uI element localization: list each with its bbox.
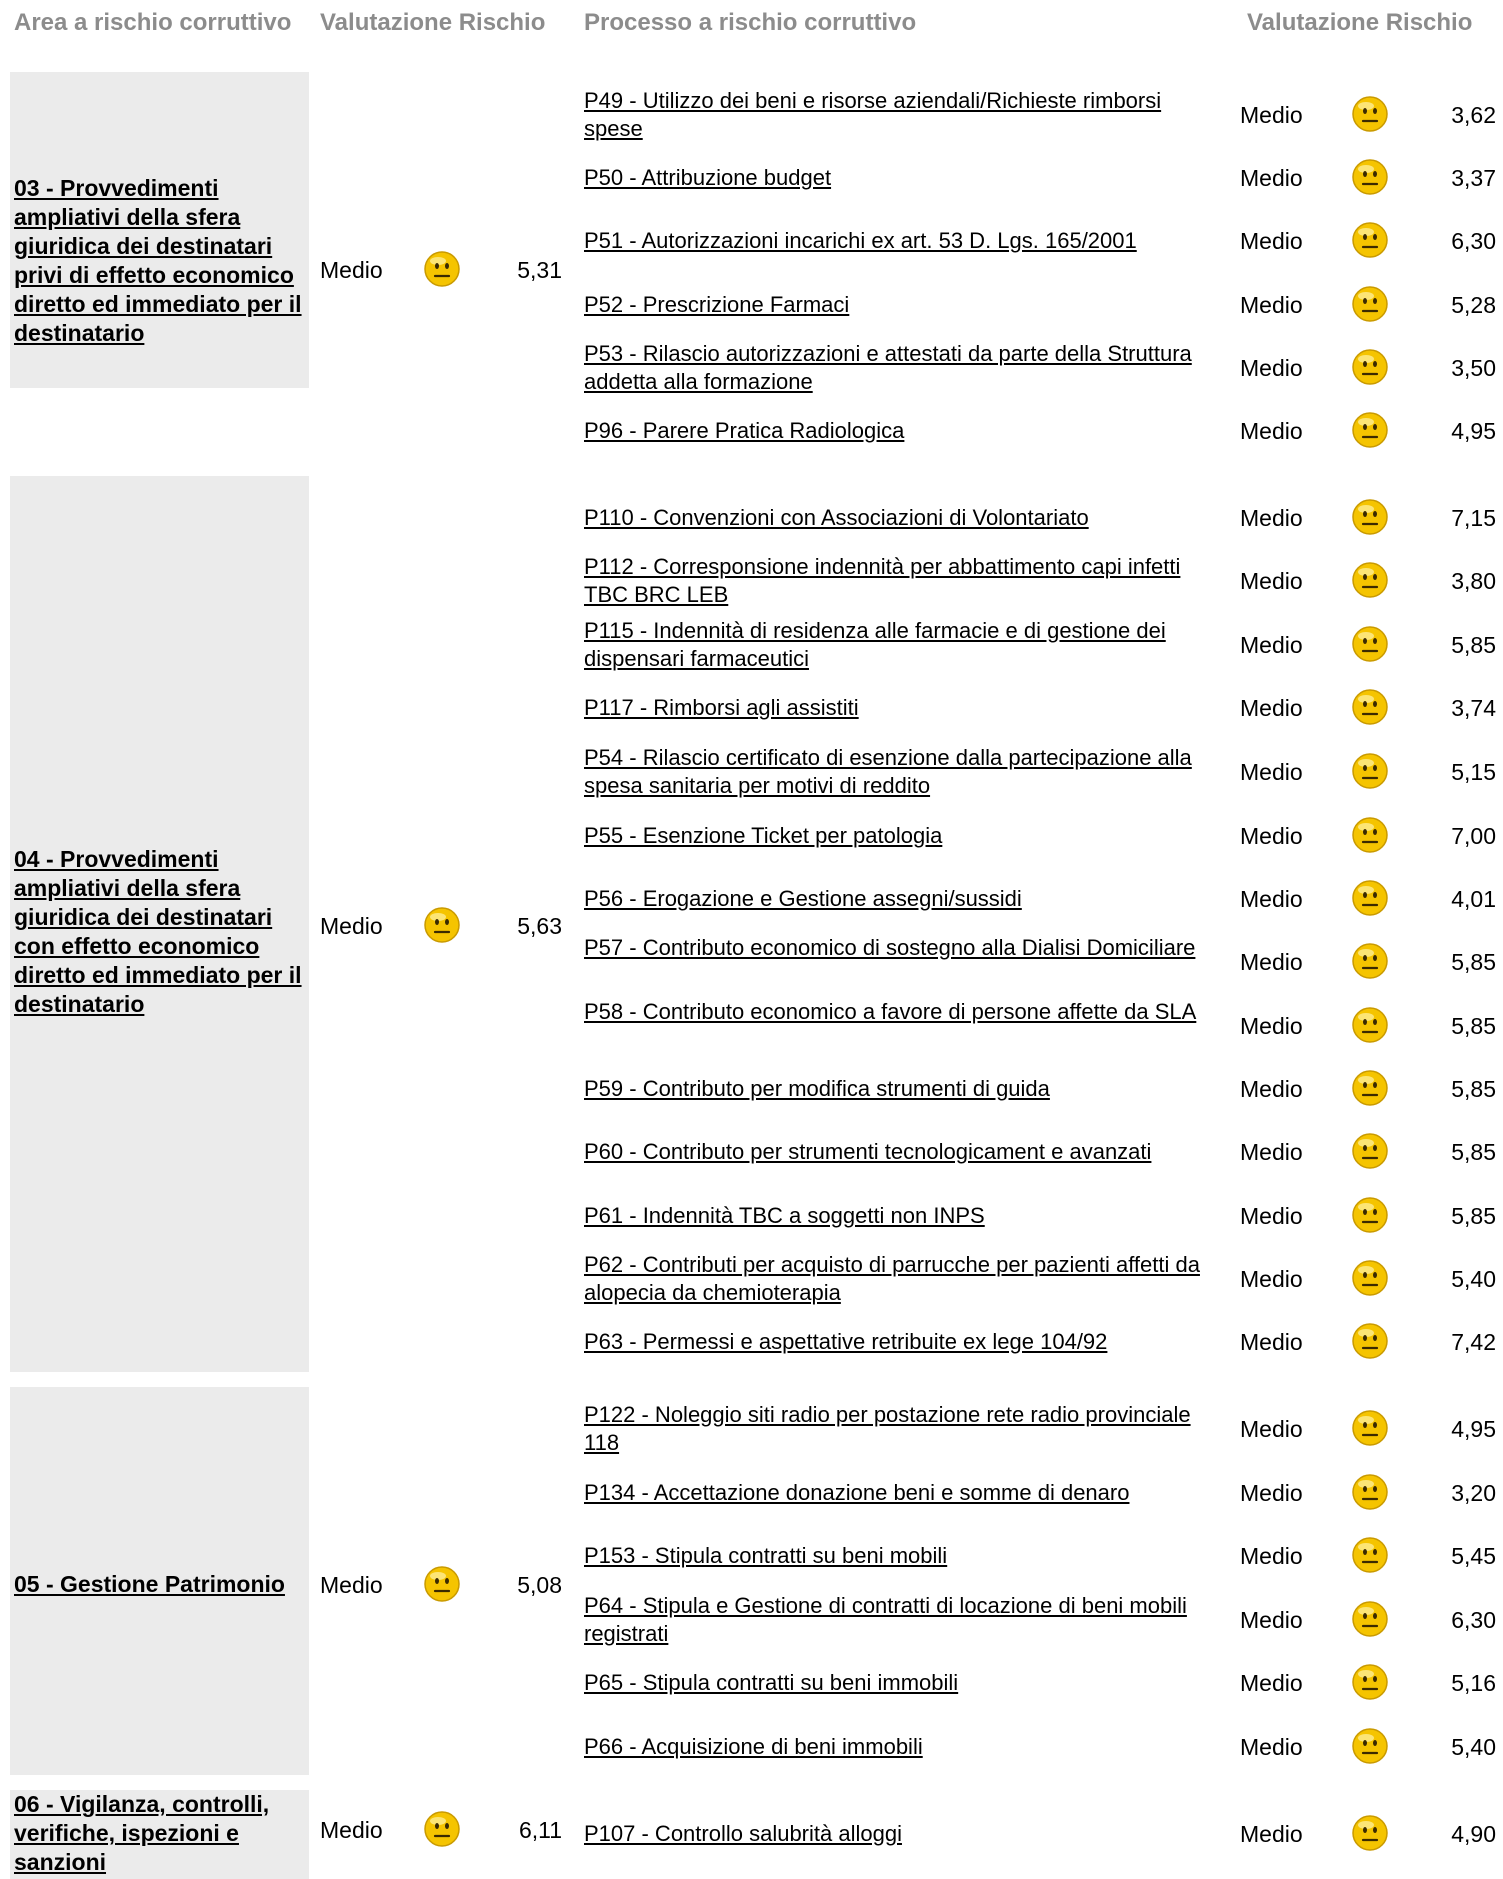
neutral-face-icon bbox=[1350, 158, 1390, 198]
process-risk-score: 5,40 bbox=[1451, 1734, 1496, 1760]
process-link[interactable]: P115 - Indennità di residenza alle farmacie e di gestione dei dispensari farmaceutici bbox=[584, 618, 1166, 671]
process-link[interactable]: P110 - Convenzioni con Associazioni di Volontariato bbox=[584, 505, 1089, 530]
header-process-eval: Valutazione Rischio bbox=[1247, 9, 1473, 36]
neutral-face-icon bbox=[1350, 1409, 1390, 1449]
process-link[interactable]: P63 - Permessi e aspettative retribuite ex lege 104/92 bbox=[584, 1329, 1108, 1354]
process-link[interactable]: P56 - Erogazione e Gestione assegni/sussidi bbox=[584, 886, 1022, 911]
process-risk-score: 3,62 bbox=[1451, 102, 1496, 128]
process-risk-score: 3,20 bbox=[1451, 1480, 1496, 1506]
process-risk-level: Medio bbox=[1240, 1076, 1303, 1102]
process-link[interactable]: P64 - Stipula e Gestione di contratti di locazione di beni mobili registrati bbox=[584, 1593, 1187, 1646]
neutral-face-icon bbox=[1350, 1069, 1390, 1109]
process-link[interactable]: P57 - Contributo economico di sostegno alla Dialisi Domiciliare bbox=[584, 935, 1196, 960]
neutral-face-icon bbox=[1350, 625, 1390, 665]
process-link[interactable]: P59 - Contributo per modifica strumenti di guida bbox=[584, 1076, 1050, 1101]
process-risk-score: 5,85 bbox=[1451, 1076, 1496, 1102]
process-link[interactable]: P66 - Acquisizione di beni immobili bbox=[584, 1734, 923, 1759]
neutral-face-icon bbox=[1350, 1006, 1390, 1046]
process-risk-score: 5,85 bbox=[1451, 1139, 1496, 1165]
neutral-face-icon bbox=[1350, 1132, 1390, 1172]
neutral-face-icon bbox=[1350, 1322, 1390, 1362]
header-area: Area a rischio corruttivo bbox=[14, 9, 292, 36]
process-risk-level: Medio bbox=[1240, 1329, 1303, 1355]
process-risk-level: Medio bbox=[1240, 355, 1303, 381]
neutral-face-icon bbox=[422, 250, 462, 290]
process-risk-level: Medio bbox=[1240, 1607, 1303, 1633]
process-link[interactable]: P62 - Contributi per acquisto di parrucche per pazienti affetti da alopecia da chemioterapia bbox=[584, 1252, 1200, 1305]
process-risk-level: Medio bbox=[1240, 1266, 1303, 1292]
process-risk-level: Medio bbox=[1240, 1543, 1303, 1569]
process-risk-level: Medio bbox=[1240, 1139, 1303, 1165]
area-title-link[interactable]: 03 - Provvedimenti ampliativi della sfera giuridica dei destinatari privi di effetto economico diretto ed immediato per il destinatario bbox=[14, 175, 302, 346]
process-link[interactable]: P55 - Esenzione Ticket per patologia bbox=[584, 823, 943, 848]
process-risk-score: 7,15 bbox=[1451, 505, 1496, 531]
process-risk-level: Medio bbox=[1240, 886, 1303, 912]
process-risk-level: Medio bbox=[1240, 505, 1303, 531]
neutral-face-icon bbox=[1350, 285, 1390, 325]
neutral-face-icon bbox=[422, 1565, 462, 1605]
process-risk-score: 3,37 bbox=[1451, 165, 1496, 191]
process-risk-score: 6,30 bbox=[1451, 1607, 1496, 1633]
process-risk-score: 3,74 bbox=[1451, 695, 1496, 721]
process-risk-score: 6,30 bbox=[1451, 228, 1496, 254]
process-link[interactable]: P58 - Contributo economico a favore di persone affette da SLA bbox=[584, 999, 1197, 1024]
neutral-face-icon bbox=[1350, 1814, 1390, 1854]
process-risk-score: 7,42 bbox=[1451, 1329, 1496, 1355]
process-risk-level: Medio bbox=[1240, 1734, 1303, 1760]
neutral-face-icon bbox=[1350, 688, 1390, 728]
neutral-face-icon bbox=[1350, 348, 1390, 388]
process-risk-score: 4,95 bbox=[1451, 1416, 1496, 1442]
area-title-link[interactable]: 05 - Gestione Patrimonio bbox=[14, 1571, 285, 1597]
neutral-face-icon bbox=[1350, 1536, 1390, 1576]
area-risk-score: 5,31 bbox=[517, 257, 562, 283]
process-risk-score: 4,01 bbox=[1451, 886, 1496, 912]
neutral-face-icon bbox=[1350, 1663, 1390, 1703]
process-link[interactable]: P52 - Prescrizione Farmaci bbox=[584, 292, 850, 317]
area-risk-level: Medio bbox=[320, 913, 383, 939]
process-link[interactable]: P153 - Stipula contratti su beni mobili bbox=[584, 1543, 948, 1568]
neutral-face-icon bbox=[1350, 942, 1390, 982]
process-link[interactable]: P53 - Rilascio autorizzazioni e attestati da parte della Struttura addetta alla formazione bbox=[584, 341, 1192, 394]
process-link[interactable]: P134 - Accettazione donazione beni e somme di denaro bbox=[584, 1480, 1130, 1505]
process-link[interactable]: P50 - Attribuzione budget bbox=[584, 165, 832, 190]
neutral-face-icon bbox=[1350, 879, 1390, 919]
neutral-face-icon bbox=[1350, 1473, 1390, 1513]
process-risk-score: 3,50 bbox=[1451, 355, 1496, 381]
neutral-face-icon bbox=[1350, 1196, 1390, 1236]
header-area-eval: Valutazione Rischio bbox=[320, 9, 546, 36]
process-link[interactable]: P112 - Corresponsione indennità per abbattimento capi infetti TBC BRC LEB bbox=[584, 554, 1181, 607]
process-risk-score: 5,85 bbox=[1451, 1013, 1496, 1039]
process-link[interactable]: P49 - Utilizzo dei beni e risorse aziendali/Richieste rimborsi spese bbox=[584, 88, 1162, 141]
process-risk-level: Medio bbox=[1240, 1203, 1303, 1229]
process-risk-level: Medio bbox=[1240, 1821, 1303, 1847]
header-process: Processo a rischio corruttivo bbox=[584, 9, 917, 36]
area-risk-level: Medio bbox=[320, 1572, 383, 1598]
neutral-face-icon bbox=[1350, 498, 1390, 538]
area-risk-score: 5,63 bbox=[517, 913, 562, 939]
neutral-face-icon bbox=[1350, 95, 1390, 135]
process-link[interactable]: P61 - Indennità TBC a soggetti non INPS bbox=[584, 1203, 985, 1228]
process-link[interactable]: P65 - Stipula contratti su beni immobili bbox=[584, 1670, 959, 1695]
process-link[interactable]: P60 - Contributo per strumenti tecnologicament e avanzati bbox=[584, 1139, 1152, 1164]
process-risk-level: Medio bbox=[1240, 292, 1303, 318]
process-link[interactable]: P96 - Parere Pratica Radiologica bbox=[584, 418, 905, 443]
process-risk-score: 4,95 bbox=[1451, 418, 1496, 444]
neutral-face-icon bbox=[1350, 752, 1390, 792]
process-risk-score: 5,16 bbox=[1451, 1670, 1496, 1696]
process-risk-score: 5,85 bbox=[1451, 1203, 1496, 1229]
area-risk-level: Medio bbox=[320, 257, 383, 283]
process-link[interactable]: P117 - Rimborsi agli assistiti bbox=[584, 695, 859, 720]
process-risk-score: 3,80 bbox=[1451, 568, 1496, 594]
area-risk-score: 6,11 bbox=[518, 1817, 562, 1843]
neutral-face-icon bbox=[1350, 1259, 1390, 1299]
process-link[interactable]: P107 - Controllo salubrità alloggi bbox=[584, 1821, 902, 1846]
process-risk-score: 5,45 bbox=[1451, 1543, 1496, 1569]
process-risk-score: 5,85 bbox=[1451, 949, 1496, 975]
process-risk-level: Medio bbox=[1240, 568, 1303, 594]
neutral-face-icon bbox=[422, 1810, 462, 1850]
process-risk-level: Medio bbox=[1240, 632, 1303, 658]
process-risk-level: Medio bbox=[1240, 228, 1303, 254]
process-risk-score: 5,15 bbox=[1451, 759, 1496, 785]
process-risk-level: Medio bbox=[1240, 1480, 1303, 1506]
process-link[interactable]: P51 - Autorizzazioni incarichi ex art. 53 D. Lgs. 165/2001 bbox=[584, 228, 1137, 253]
process-risk-level: Medio bbox=[1240, 949, 1303, 975]
neutral-face-icon bbox=[1350, 411, 1390, 451]
area-title-link[interactable]: 06 - Vigilanza, controlli, verifiche, ispezioni e sanzioni bbox=[14, 1791, 270, 1875]
area-title-link[interactable]: 04 - Provvedimenti ampliativi della sfera giuridica dei destinatari con effetto economico diretto ed immediato per il destinatario bbox=[14, 846, 302, 1017]
area-risk-score: 5,08 bbox=[517, 1572, 562, 1598]
neutral-face-icon bbox=[1350, 816, 1390, 856]
process-risk-level: Medio bbox=[1240, 1670, 1303, 1696]
process-risk-level: Medio bbox=[1240, 1416, 1303, 1442]
process-link[interactable]: P122 - Noleggio siti radio per postazione rete radio provinciale 118 bbox=[584, 1402, 1191, 1455]
process-risk-level: Medio bbox=[1240, 695, 1303, 721]
process-risk-level: Medio bbox=[1240, 1013, 1303, 1039]
process-risk-score: 5,85 bbox=[1451, 632, 1496, 658]
neutral-face-icon bbox=[1350, 561, 1390, 601]
process-risk-score: 4,90 bbox=[1451, 1821, 1496, 1847]
neutral-face-icon bbox=[422, 906, 462, 946]
process-risk-level: Medio bbox=[1240, 759, 1303, 785]
process-risk-level: Medio bbox=[1240, 418, 1303, 444]
process-risk-score: 5,40 bbox=[1451, 1266, 1496, 1292]
process-risk-level: Medio bbox=[1240, 102, 1303, 128]
process-risk-score: 5,28 bbox=[1451, 292, 1496, 318]
neutral-face-icon bbox=[1350, 1600, 1390, 1640]
process-link[interactable]: P54 - Rilascio certificato di esenzione dalla partecipazione alla spesa sanitaria per motivi di reddito bbox=[584, 745, 1192, 798]
neutral-face-icon bbox=[1350, 221, 1390, 261]
area-risk-level: Medio bbox=[320, 1817, 383, 1843]
neutral-face-icon bbox=[1350, 1727, 1390, 1767]
process-risk-level: Medio bbox=[1240, 165, 1303, 191]
process-risk-level: Medio bbox=[1240, 823, 1303, 849]
process-risk-score: 7,00 bbox=[1451, 823, 1496, 849]
